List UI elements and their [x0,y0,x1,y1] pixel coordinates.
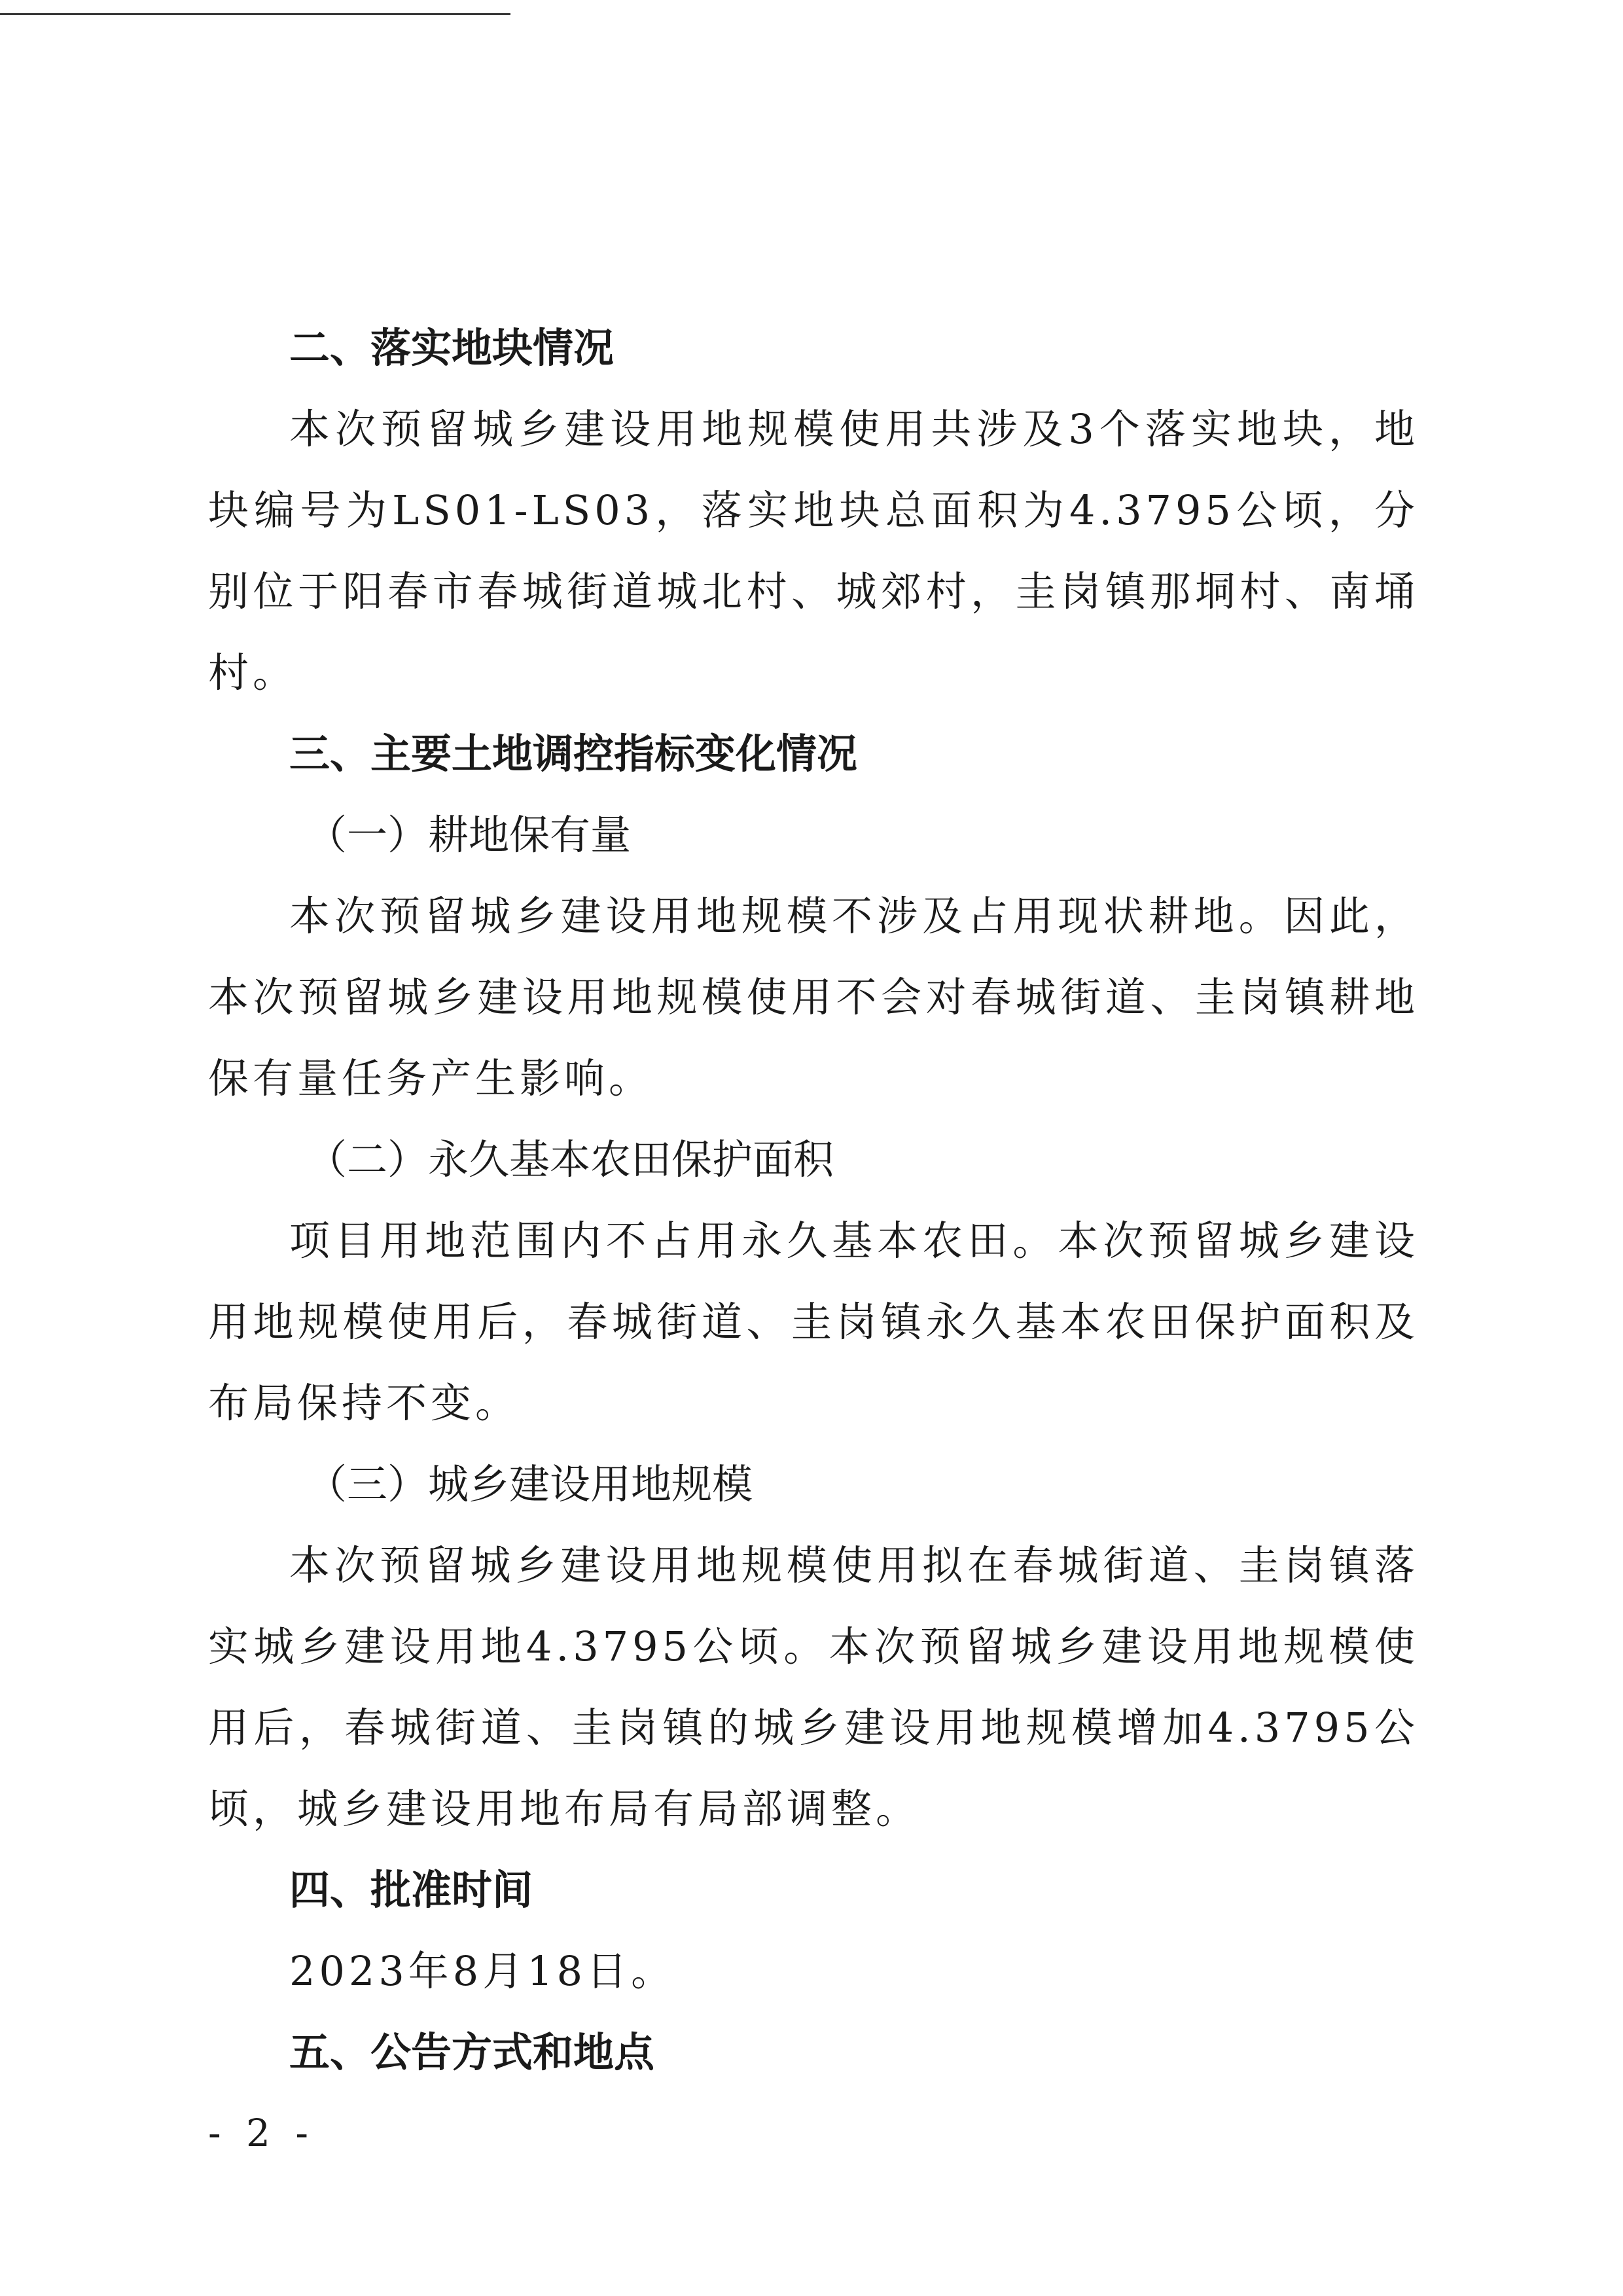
subsection-heading-3-3: （三）城乡建设用地规模 [306,1460,753,1508]
subsection-heading-3-2: （二）永久基本农田保护面积 [306,1136,834,1183]
section-heading-5: 五、公告方式和地点 [289,2028,655,2076]
subsection-paragraph-3-3: 本次预留城乡建设用地规模使用拟在春城街道、圭岗镇落实城乡建设用地4.3795公顷。本次预留城乡建设用地规模使用后，春城街道、圭岗镇的城乡建设用地规模增加4.3795公顷，城乡建设用地布局有局部调整。 [208,1541,1419,1833]
subsection-paragraph-3-2: 项目用地范围内不占用永久基本农田。本次预留城乡建设用地规模使用后，春城街道、圭岗镇永久基本农田保护面积及布局保持不变。 [208,1217,1419,1427]
section-paragraph-2: 本次预留城乡建设用地规模使用共涉及3个落实地块，地块编号为LS01-LS03，落实地块总面积为4.3795公顷，分别位于阳春市春城街道城北村、城郊村，圭岗镇那垌村、南埇村。 [208,405,1419,696]
section-paragraph-4: 2023年8月18日。 [289,1947,676,1995]
top-rule [0,13,510,15]
section-heading-4: 四、批准时间 [289,1866,533,1914]
page-number: - 2 - [208,2111,315,2155]
section-heading-3: 三、主要土地调控指标变化情况 [289,730,858,778]
section-heading-2: 二、落实地块情况 [289,324,615,372]
document-body [208,308,1419,2093]
subsection-heading-3-1: （一）耕地保有量 [306,811,632,859]
subsection-paragraph-3-1: 本次预留城乡建设用地规模不涉及占用现状耕地。因此，本次预留城乡建设用地规模使用不会对春城街道、圭岗镇耕地保有量任务产生影响。 [208,892,1419,1102]
